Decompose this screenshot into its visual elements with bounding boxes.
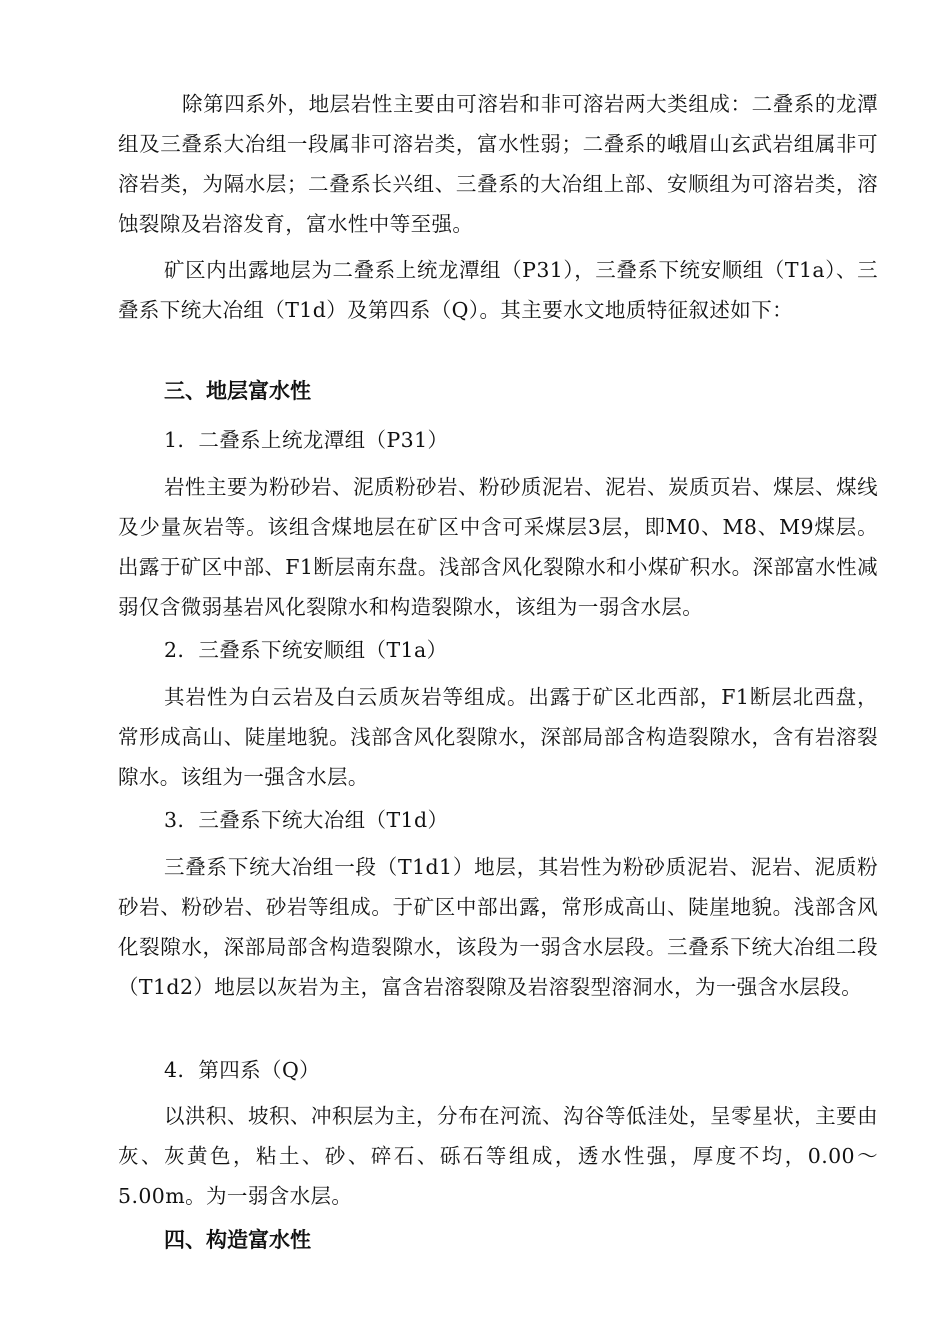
subheading-daye: 3．三叠系下统大冶组（T1d） (164, 808, 449, 832)
paragraph-anshun: 其岩性为白云岩及白云质灰岩等组成。出露于矿区北西部，F1断层北西盘，常形成高山、陡崖地貌。浅部含风化裂隙水，深部局部含构造裂隙水，含有岩溶裂隙水。该组为一强含水层。 (118, 685, 878, 789)
subheading-longtan: 1．二叠系上统龙潭组（P31） (164, 428, 449, 452)
paragraph-longtan: 岩性主要为粉砂岩、泥质粉砂岩、粉砂质泥岩、泥岩、炭质页岩、煤层、煤线及少量灰岩等。该组含煤地层在矿区中含可采煤层3层，即M0、M8、M9煤层。出露于矿区中部、F1断层南东盘。浅部含风化裂隙水和小煤矿积水。深部富水性减弱仅含微弱基岩风化裂隙水和构造裂隙水，该组为一弱含水层。 (118, 475, 878, 619)
paragraph-exposed-strata: 矿区内出露地层为二叠系上统龙潭组（P31），三叠系下统安顺组（T1a）、三叠系下统大冶组（T1d）及第四系（Q）。其主要水文地质特征叙述如下： (118, 258, 878, 322)
subheading-quaternary: 4．第四系（Q） (164, 1058, 321, 1082)
section-heading-structure-water: 四、构造富水性 (164, 1228, 311, 1252)
paragraph-lithology-overview: 除第四系外，地层岩性主要由可溶岩和非可溶岩两大类组成：二叠系的龙潭组及三叠系大冶组一段属非可溶岩类，富水性弱；二叠系的峨眉山玄武岩组属非可溶岩类，为隔水层；二叠系长兴组、三叠系的大冶组上部、安顺组为可溶岩类，溶蚀裂隙及岩溶发育，富水性中等至强。 (118, 92, 878, 236)
paragraph-daye: 三叠系下统大冶组一段（T1d1）地层，其岩性为粉砂质泥岩、泥岩、泥质粉砂岩、粉砂岩、砂岩等组成。于矿区中部出露，常形成高山、陡崖地貌。浅部含风化裂隙水，深部局部含构造裂隙水，该段为一弱含水层段。三叠系下统大冶组二段（T1d2）地层以灰岩为主，富含岩溶裂隙及岩溶裂型溶洞水，为一强含水层段。 (118, 855, 878, 999)
section-heading-strata-water: 三、地层富水性 (164, 379, 311, 403)
paragraph-quaternary: 以洪积、坡积、冲积层为主，分布在河流、沟谷等低洼处，呈零星状，主要由灰、灰黄色，粘土、砂、碎石、砾石等组成，透水性强，厚度不均，0.00～5.00m。为一弱含水层。 (118, 1104, 878, 1208)
subheading-anshun: 2．三叠系下统安顺组（T1a） (164, 638, 448, 662)
